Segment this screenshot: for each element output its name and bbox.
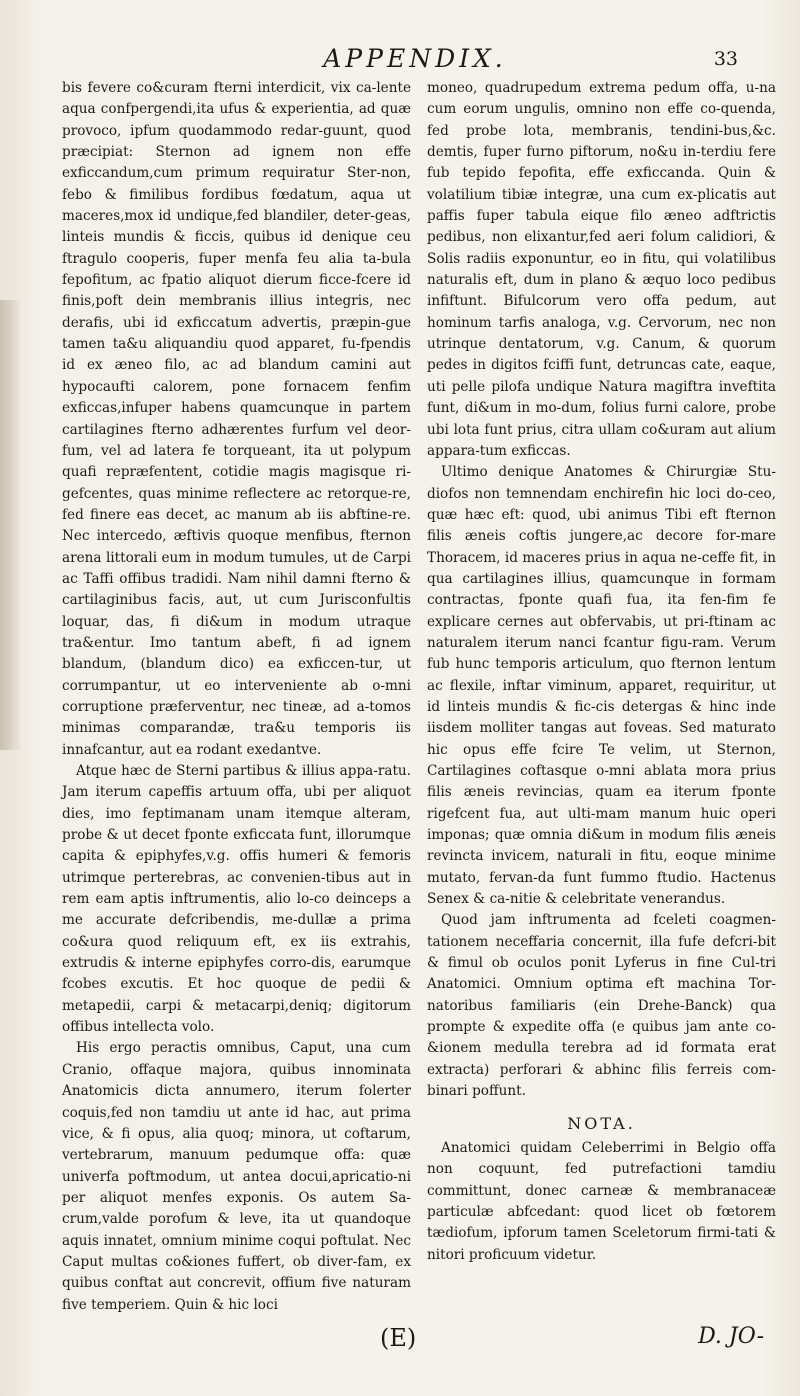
- signature-mark: (E): [380, 1324, 417, 1352]
- paragraph: bis fevere co&curam fterni interdicit, vix ca-lente aqua confpergendi,ita ufus & experientia, ad quæ provoco, ipfum quodammodo redar-guunt, quod præcipiat: Sternon ad ignem non effe exficcandum,cum primum requiratur Ster-non, febo & fimilibus fordibus fœdatum, aqua ut maceres,mox id undique,fed blandiler, deter-geas, linteis mundis & ficcis, quibus id denique ceu ftragulo cooperis, fuper menfa feu alia ta-bula fepofitum, ac fpatio aliquot dierum ficce-fcere id finis,poft dein membranis illius integris, nec derafis, ubi id exficcatum advertis, præpin-gue tamen ta&u aliquandiu quod apparet, fu-fpendis id ex æneo filo, ac ad blandum camini aut hypocaufti calorem, pone fornacem fenfim exficcas,infuper habens quamcunque in partem cartilagines fterno adhærentes furfum vel deor-fum, vel ad latera fe torqueant, ita ut polypum quafi repræfentent, cotidie magis magisque ri-gefcentes, quas minime reflectere ac retorque-re, fed finere eas decet, ac manum ab iis abftine-re. Nec intercedo, æftivis quoque menfibus, fternon arena littorali eum in modum tumules, ut de Carpi ac Taffi offibus tradidi. Nam nihil damni fterno & cartilaginibus facis, aut, ut cum Jurisconfultis loquar, das, fi di&um in modum utraque tra&entur. Imo tantum abeft, fi ad ignem blandum, (blandum dico) ea exficcen-tur, ut corrumpantur, ut eo interveniente ab o-mni corruptione præferventur, nec tineæ, ad a-tomos minimas comparandæ, tra&u temporis iis innafcantur, aut ea rodant exedantve.: [62, 80, 411, 758]
- catchword: D. JO-: [698, 1324, 764, 1349]
- page-number: 33: [713, 48, 738, 70]
- right-column: [427, 78, 776, 1288]
- paragraph: Quod jam inftrumenta ad fceleti coagmen-tationem neceffaria concernit, illa fufe defcri-bit & fimul ob oculos ponit Lyferus in fine Cul-tri Anatomici. Omnium optima eft machina Tor-natoribus familiaris (ein Drehe-Banck) qua prompte & expedite offa (e quibus jam ante co-&ionem medulla terebra ad id formata erat extracta) perforari & abhinc filis ferreis com-binari poffunt.: [427, 912, 776, 1100]
- binding-shadow: [0, 300, 22, 750]
- note-paragraph: Anatomici quidam Celeberrimi in Belgio offa non coquunt, fed putrefactioni tamdiu committunt, donec carneæ & membranaceæ particulæ abfcedant: quod licet ob fœtorem tædiofum, ipforum tamen Sceletorum firmi-tati & nitori proficuum videtur.: [427, 1139, 776, 1263]
- note-heading: NOTA.: [567, 1113, 636, 1133]
- running-head: APPENDIX.: [323, 44, 507, 73]
- page-footer: [380, 1324, 764, 1364]
- paragraph: moneo, quadrupedum extrema pedum offa, u-na cum eorum ungulis, omnino non effe co-quenda, fed probe lota, membranis, tendini-bus,&c. demtis, fuper furno piftorum, no&u in-terdiu fere fub tepido fepofita, effe exficcanda. Quin & volatilium tibiæ integræ, una cum ex-plicatis aut paffis fuper tabula eique filo æneo adftrictis pedibus, non elixantur,fed aeri folum calidiori, & Solis radiis exponuntur, eo in fitu, qui volatilibus naturalis eft, dum in plano & æquo loco pedibus infiftunt. Bifulcorum vero offa pedum, aut hominum tarfis analoga, v.g. Cervorum, nec non utrinque dentatorum, v.g. Canum, & quorum pedes in digitos fciffi funt, detruncas cate, eaque, uti pelle pilofa undique Natura magiftra inveftita funt, di&um in mo-dum, folius furni calore, probe ubi lota funt prius, citra ullam co&uram aut alium appara-tum exficcas.: [427, 80, 776, 459]
- page-header: [60, 44, 770, 80]
- paragraph: Ultimo denique Anatomes & Chirurgiæ Stu-diofos non temnendam enchirefin hic loci do-ceo, quæ hæc eft: quod, ubi animus Tibi eft fternon filis æneis coftis jungere,ac decore for-mare Thoracem, id maceres prius in aqua ne-ceffe fit, in qua cartilagines illius, quamcunque in formam contractas, fponte quafi fua, ita fen-fim fe explicare cernes aut obfervabis, ut pri-ftinam ac naturalem iterum nanci fcantur figu-ram. Verum fub hunc temporis articulum, quo fternon lentum ac flexile, inftar viminum, apparet, requiritur, ut id linteis mundis & fic-cis detergas & hinc inde iisdem molliter tangas aut foveas. Sed maturato hic opus effe fcire Te velim, ut Sternon, Cartilagines coftasque o-mni ablata mora prius filis æneis revincias, quam ea iterum fponte rigefcent fua, aut ulti-mam manum huic operi imponas; quæ omnia di&um in modum filis æneis revincta invicem, naturali in fitu, eoque minime mutato, fervan-da funt fummo ftudio. Hactenus Senex & ca-nitie & celebritate venerandus.: [427, 464, 776, 908]
- left-column: [62, 78, 411, 1313]
- text-columns: [62, 78, 776, 1313]
- paragraph: Atque hæc de Sterni partibus & illius appa-ratu. Jam iterum capeffis artuum offa, ubi per aliquot dies, imo feptimanam unam itemque alteram, probe & ut decet fponte exficcata funt, illorumque capita & epiphyfes,v.g. offis humeri & femoris utrimque perterebras, ac convenien-tibus aut in rem eam aptis inftrumentis, alio lo-co deinceps a me accurate defcribendis, me-dullæ a prima co&ura quod reliquum eft, ex iis extrahis, extrudis & interne epiphyfes corro-dis, earumque fcobes excutis. Et hoc quoque de pedii & metapedii, carpi & metacarpi,deniq; digitorum offibus intellecta volo.: [62, 763, 411, 1036]
- paragraph: His ergo peractis omnibus, Caput, una cum Cranio, offaque majora, quibus innominata Anatomicis dicta annumero, iterum folerter coquis,fed non tamdiu ut ante id hac, aut prima vice, & fi opus, alia quoq; minora, ut coftarum, vertebrarum, manuum pedumque offa: quæ univerfa poftmodum, ut antea docui,apricatio-ni per aliquot menfes exponis. Os autem Sa-crum,valde porofum & leve, ita ut quandoque aquis innatet, omnium minime coqui poftulat. Nec Caput multas co&iones fuffert, ob diver-fam, ex quibus conftat aut concrevit, offium five naturam five temperiem. Quin & hic loci: [62, 1040, 411, 1313]
